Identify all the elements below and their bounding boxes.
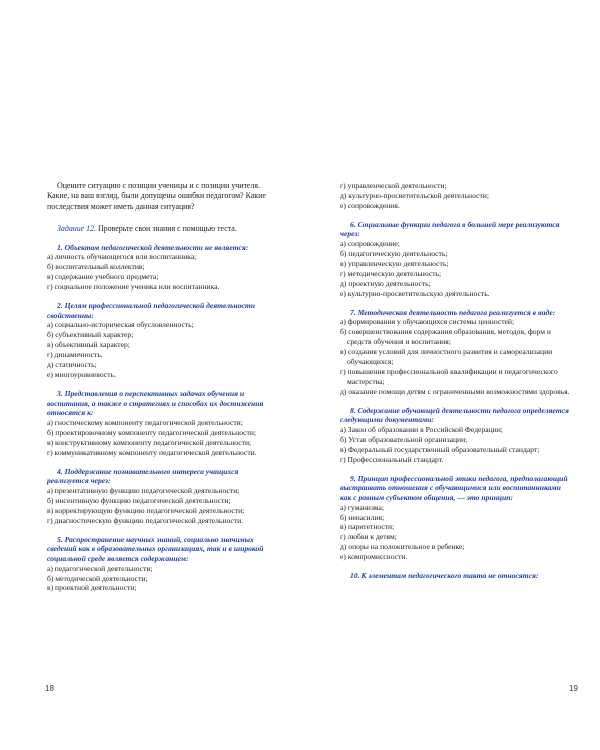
option: д) проектную деятельность; (340, 278, 431, 288)
option: б) субъективный характер; (47, 330, 134, 340)
option: д) опоры на положительное в ребенке; (340, 542, 465, 552)
option: г) методическую деятельность; (340, 268, 442, 278)
option: г) социальное положение ученика или воспитанника. (47, 282, 220, 292)
question-block-10 (340, 571, 570, 581)
option: в) паритетности; (340, 522, 395, 532)
option: в) конструктивному компоненту педагогической деятельности; (47, 437, 252, 447)
question-5: 5. Распространение научных знаний, социально значимых сведений как в образовательных организациях, так и в широкой социальной среде является содержанием: (47, 534, 264, 563)
task-text: Проверьте свои знания с помощью теста. (96, 224, 237, 234)
intro-paragraph: Оцените ситуацию с позиции ученицы и с позиции учителя. Какие, на ваш взгляд, были допущены ошибки педагогом? Какие последствия может иметь данная ситуация? (47, 181, 266, 211)
option: а) сопровождение; (340, 239, 400, 249)
question-7: 7. Методическая деятельность педагога реализуется в виде: (350, 307, 556, 317)
option: а) формирования у обучающихся системы ценностей; (340, 317, 515, 327)
option: г) любви к детям; (340, 532, 397, 542)
question-block-3 (47, 389, 280, 458)
option: б) проектировочному компоненту педагогической деятельности; (47, 427, 257, 437)
option: е) культурно-просветительскую деятельность. (340, 288, 490, 298)
question-block-1 (47, 243, 280, 292)
right-page-content (340, 181, 570, 581)
right-page (300, 0, 600, 750)
option: б) совершенствования содержания образования, методов, форм и средств обучения и воспитания; (340, 327, 551, 347)
option: д) статичность; (47, 359, 97, 369)
option: а) личность обучающегося или воспитанника; (47, 252, 197, 262)
option: в) Федеральный государственный образовательный стандарт; (340, 444, 540, 454)
question-8: 8. Содержание обучающей деятельности педагога определяется следующими документами: (340, 405, 569, 425)
option: а) гуманизма; (340, 502, 384, 512)
page-number-right: 19 (569, 684, 578, 693)
option: а) Закон об образовании в Российской Федерации; (340, 424, 503, 434)
option: в) проектной деятельности; (47, 583, 137, 593)
question-3: 3. Представления о перспективных задачах обучения и воспитания, а также о стратегиях и способах их достижения относятся к: (47, 388, 264, 418)
option: в) содержание учебного предмета; (47, 272, 159, 282)
task-label: Задание 12. (57, 224, 96, 234)
option: в) создания условий для личностного развития и самореализации обучающихся; (340, 346, 553, 366)
question-9: 9. Принцип профессиональной этики педагога, предполагающий выстраивать отношения с обучающимися или воспитанниками как с равным субъектом общения, — это принцип: (340, 473, 568, 502)
option: а) социально-историческая обусловленность; (47, 320, 194, 330)
option: в) объективный характер; (47, 340, 130, 350)
question-block-7 (340, 308, 570, 397)
option: е) компромиссности. (340, 552, 408, 562)
question-2: 2. Целям профессиональной педагогической деятельности свойственны: (47, 300, 256, 320)
question-1: 1. Объектом педагогической деятельности не является: (57, 242, 249, 252)
question-block-2 (47, 301, 280, 380)
option: г) коммуникативному компоненту педагогической деятельности. (47, 447, 257, 457)
option: е) многоуровневость. (47, 369, 116, 379)
page-number-left: 18 (45, 684, 54, 693)
option: д) оказание помощи детям с ограниченными возможностями здоровья. (340, 386, 570, 396)
option: е) сопровождения. (340, 200, 400, 210)
question-10: 10. К элементам педагогического такта не относятся: (350, 571, 539, 581)
question-block-4 (47, 467, 280, 526)
question-block-5 (47, 535, 280, 594)
question-block-6 (340, 220, 570, 299)
option: г) повышения профессиональной квалификации и педагогического мастерства; (340, 366, 558, 386)
carryover-options (340, 181, 570, 211)
option: а) гностическому компоненту педагогической деятельности; (47, 417, 243, 427)
option: г) динамичность. (47, 350, 103, 360)
option: б) ненасилия; (340, 512, 385, 522)
option: г) управленческой деятельности; (340, 181, 447, 190)
task-heading (47, 224, 280, 234)
option: б) методической деятельности; (47, 573, 148, 583)
option: в) управленческую деятельность; (340, 258, 449, 268)
question-block-9 (340, 474, 570, 563)
option: г) диагностическую функцию педагогической деятельности. (47, 515, 244, 525)
option: д) культурно-просветительской деятельности; (340, 190, 489, 200)
option: г) Профессиональный стандарт. (340, 454, 444, 464)
question-block-8 (340, 406, 570, 465)
option: а) педагогической деятельности; (47, 563, 153, 573)
question-4: 4. Поддержание познавательного интереса учащихся реализуется через: (47, 466, 239, 486)
option: в) корректирующую функцию педагогической деятельности; (47, 505, 245, 515)
left-page-content (47, 181, 280, 593)
option: б) инсентивную функцию педагогической деятельности; (47, 495, 231, 505)
option: а) презентативную функцию педагогической деятельности; (47, 485, 240, 495)
option: б) воспитательный коллектив; (47, 262, 145, 272)
question-6: 6. Социальные функции педагога в большей мере реализуются через: (340, 219, 560, 239)
option: б) Устав образовательной организации; (340, 434, 468, 444)
option: б) педагогическую деятельность; (340, 249, 448, 259)
